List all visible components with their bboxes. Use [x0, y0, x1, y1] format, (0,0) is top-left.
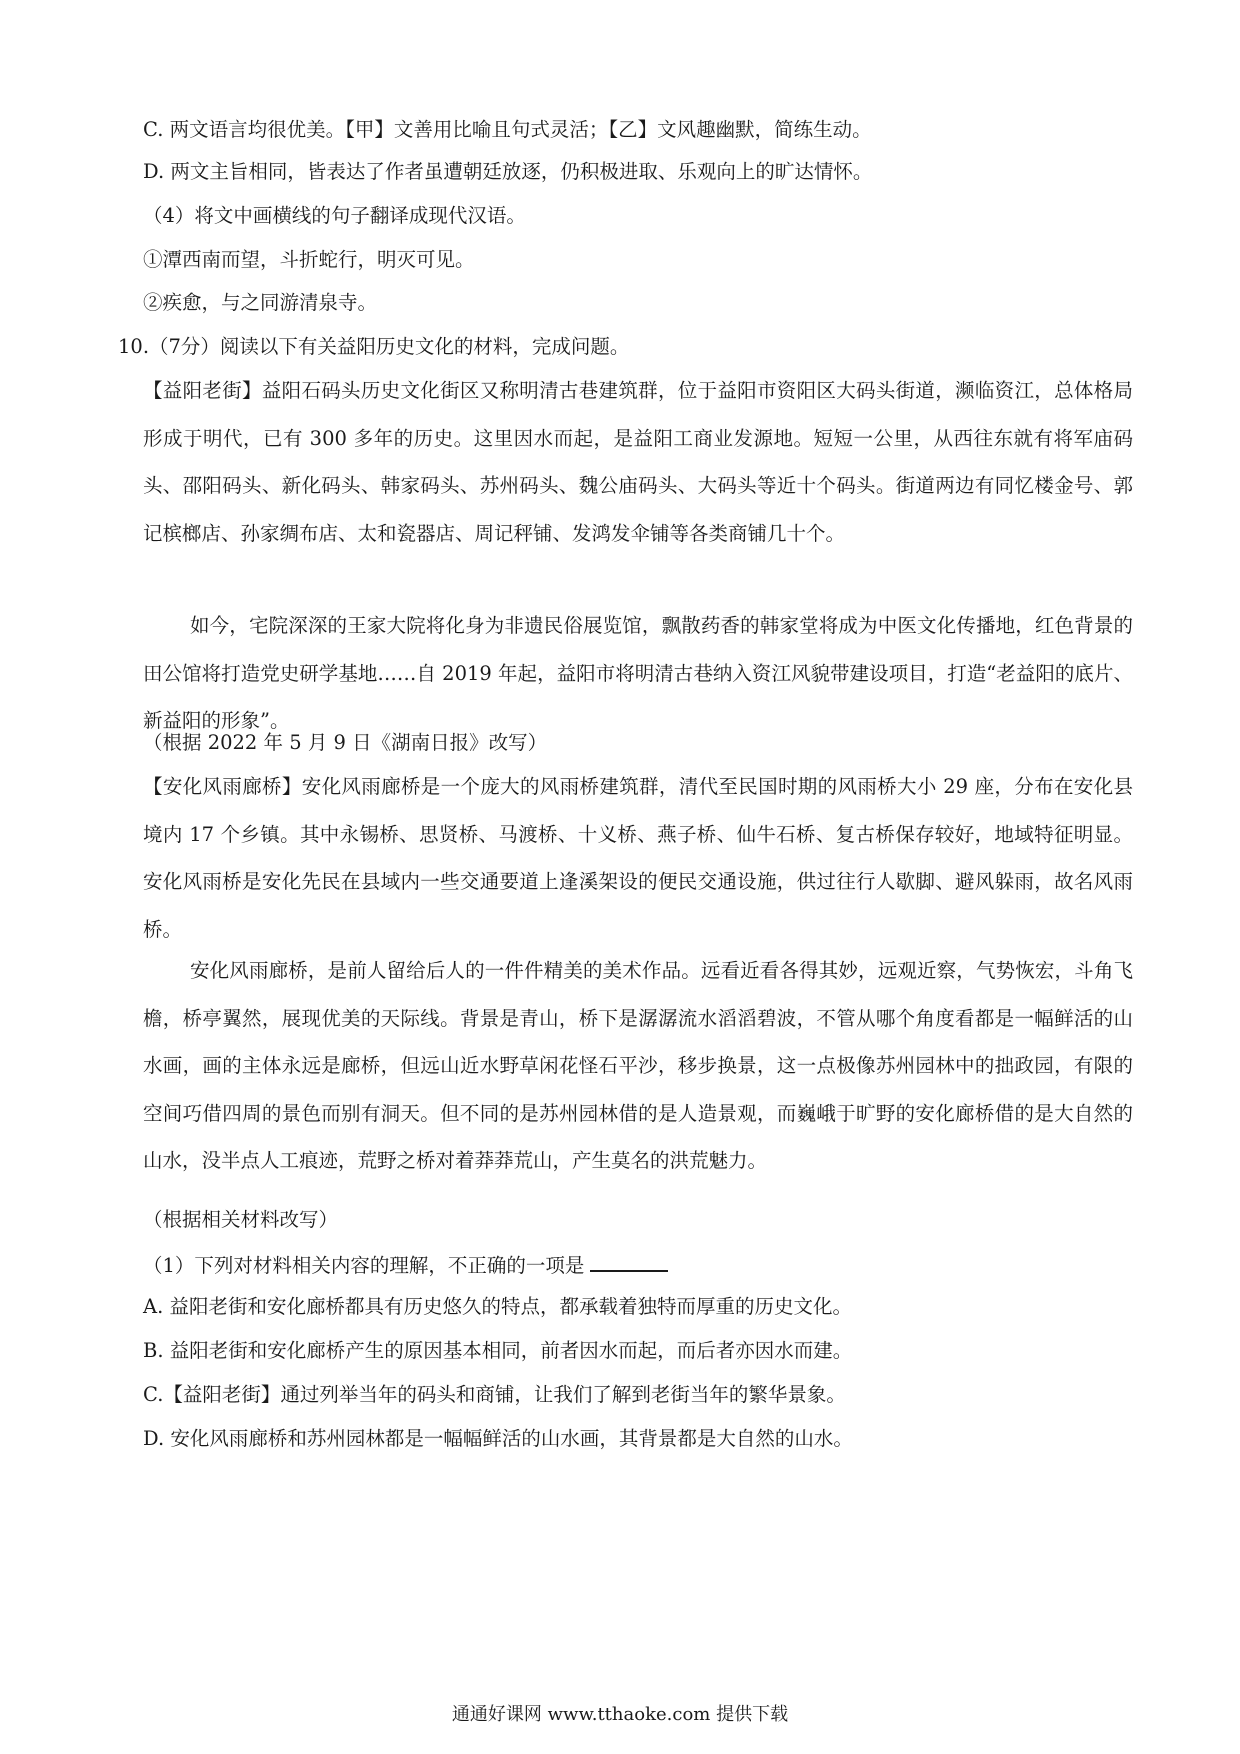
material2-para2: 安化风雨廊桥，是前人留给后人的一件件精美的美术作品。远看近看各得其妙，远观近察，气势恢宏，斗角飞檐，桥亭翼然，展现优美的天际线。背景是青山，桥下是潺潺流水滔滔碧波，不管从哪个角度看都是一幅鲜活的山水画，画的主体永远是廊桥，但远山近水野草闲花怪石平沙，移步换景，这一点极像苏州园林中的拙政园，有限的空间巧借四周的景色而别有洞天。但不同的是苏州园林借的是人造景观，而巍峨于旷野的安化廊桥借的是大自然的山水，没半点人工痕迹，荒野之桥对着莽莽荒山，产生莫名的洪荒魅力。	[143, 959, 1133, 1172]
q9-option-d: D. 两文主旨相同，皆表达了作者虽遭朝廷放逐，仍积极进取、乐观向上的旷达情怀。	[143, 160, 873, 183]
q10-sub1-prompt: （1）下列对材料相关内容的理解，不正确的一项是	[143, 1254, 585, 1277]
q9-sub4-prompt: （4）将文中画横线的句子翻译成现代汉语。	[143, 204, 526, 227]
q10-sub1	[143, 1250, 1133, 1280]
material1-para1: 【益阳老街】益阳石码头历史文化街区又称明清古巷建筑群，位于益阳市资阳区大码头街道，濒临资江，总体格局形成于明代，已有 300 多年的历史。这里因水而起，是益阳工商业发源地。短短一公里，从西往东就有将军庙码头、邵阳码头、新化码头、韩家码头、苏州码头、魏公庙码头、大码头等近十个码头。街道两边有同忆楼金号、郭记槟榔店、孙家绸布店、太和瓷器店、周记秤铺、发鸿发伞铺等各类商铺几十个。	[143, 379, 1133, 545]
q9-option-c: C. 两文语言均很优美。【甲】文善用比喻且句式灵活；【乙】文风趣幽默，简练生动。	[143, 118, 872, 141]
material2-source: （根据相关材料改写）	[143, 1208, 339, 1231]
material1-source: （根据 2022 年 5 月 9 日《湖南日报》改写）	[143, 731, 548, 754]
q9-sentence-1: ①潭西南而望，斗折蛇行，明灭可见。	[143, 248, 475, 271]
answer-blank[interactable]	[590, 1250, 668, 1272]
q10-option-b: B. 益阳老街和安化廊桥产生的原因基本相同，前者因水而起，而后者亦因水而建。	[143, 1339, 853, 1362]
q9-sentence-2: ②疾愈，与之同游清泉寺。	[143, 291, 378, 314]
page-footer: 通通好课网 www.tthaoke.com 提供下载	[451, 1704, 789, 1725]
q10-header: 10.（7分）阅读以下有关益阳历史文化的材料，完成问题。	[118, 335, 630, 358]
material2-para1: 【安化风雨廊桥】安化风雨廊桥是一个庞大的风雨桥建筑群，清代至民国时期的风雨桥大小 29 座，分布在安化县境内 17 个乡镇。其中永锡桥、思贤桥、马渡桥、十义桥、燕子桥、仙牛石桥、复古桥保存较好，地域特征明显。安化风雨桥是安化先民在县域内一些交通要道上逢溪架设的便民交通设施，供过往行人歇脚、避风躲雨，故名风雨桥。	[143, 775, 1133, 941]
q10-option-d: D. 安化风雨廊桥和苏州园林都是一幅幅鲜活的山水画，其背景都是大自然的山水。	[143, 1427, 853, 1450]
q10-option-a: A. 益阳老街和安化廊桥都具有历史悠久的特点，都承载着独特而厚重的历史文化。	[143, 1295, 852, 1318]
q10-option-c: C.【益阳老街】通过列举当年的码头和商铺，让我们了解到老街当年的繁华景象。	[143, 1383, 846, 1406]
material1-para2: 如今，宅院深深的王家大院将化身为非遗民俗展览馆，飘散药香的韩家堂将成为中医文化传播地，红色背景的田公馆将打造党史研学基地……自 2019 年起，益阳市将明清古巷纳入资江风貌带建设项目，打造“老益阳的底片、新益阳的形象”。	[143, 614, 1133, 732]
